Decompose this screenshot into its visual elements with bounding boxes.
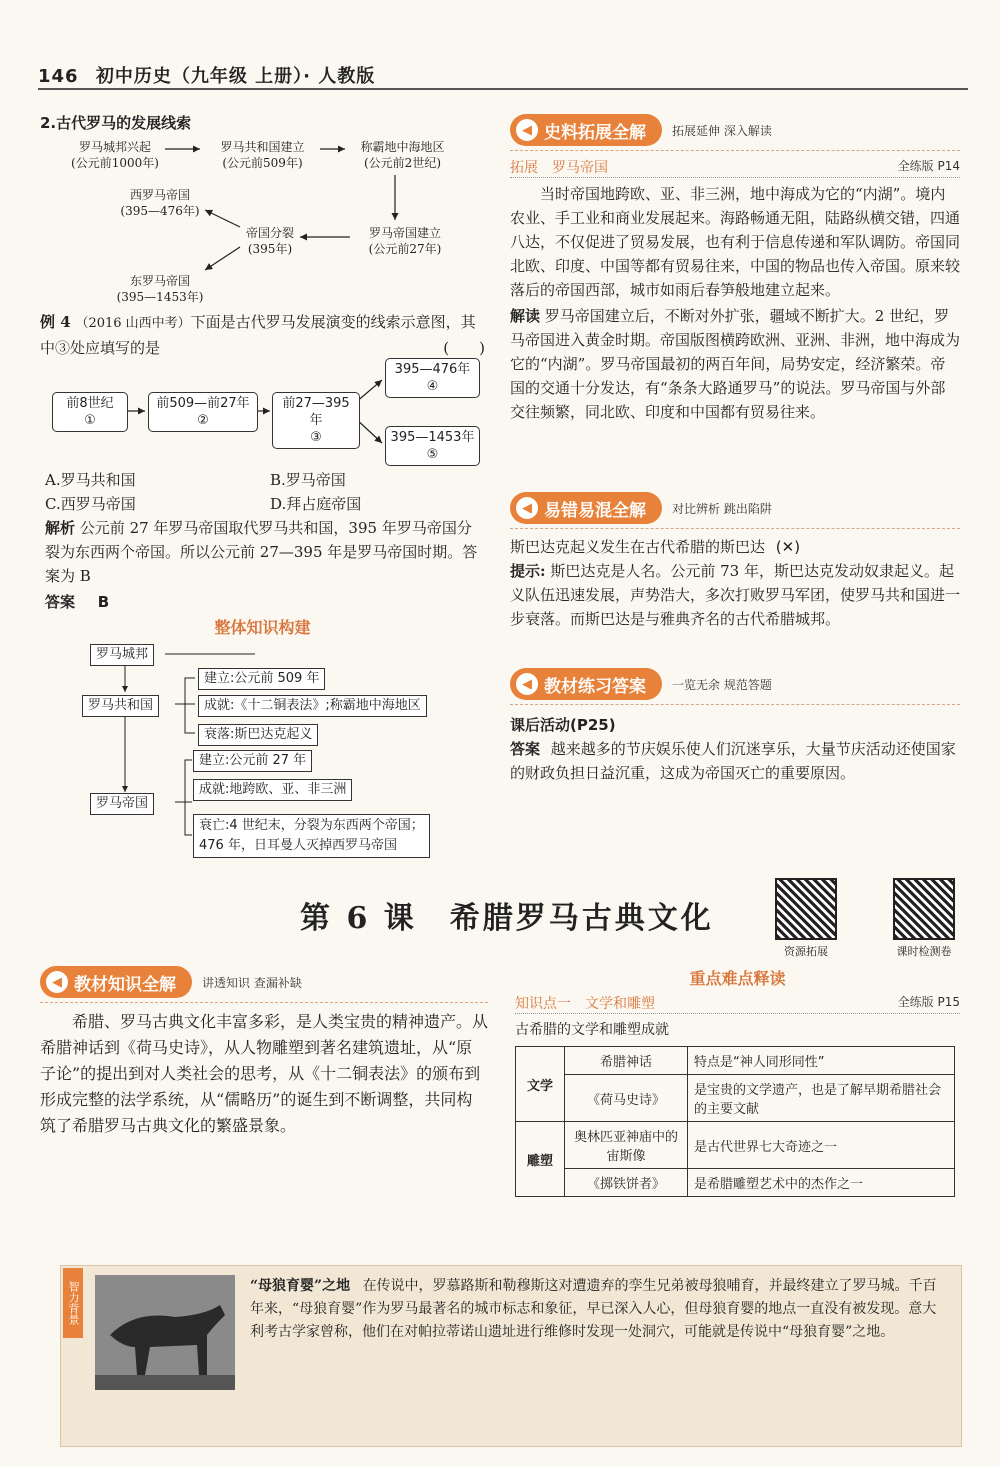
example-text: 下面是古代罗马发展演变的线索示意图，其中③处应填写的是 (40, 313, 476, 357)
table-item: 《荷马史诗》 (565, 1075, 688, 1122)
banner-title: 教材知识全解 (74, 974, 176, 995)
qr-code-icon[interactable] (893, 878, 955, 940)
key-points-section (515, 966, 960, 1197)
exercise-section (510, 668, 960, 785)
answer-value: B (97, 593, 110, 611)
errors-section (510, 492, 960, 631)
activity-answer-label: 答案 (510, 740, 541, 758)
table-item: 奥林匹亚神庙中的宙斯像 (565, 1122, 688, 1169)
mind-republic-achievement: 成就:《十二铜表法》;称霸地中海地区 (198, 695, 427, 717)
error-hint (510, 559, 960, 631)
speaker-icon: ◀ (516, 497, 538, 519)
table-desc: 是古代世界七大奇迹之一 (688, 1122, 955, 1169)
option-c: C.西罗马帝国 (45, 495, 136, 513)
speaker-icon: ◀ (516, 119, 538, 141)
table-category: 雕塑 (516, 1122, 565, 1197)
banner-note: 讲透知识 查漏补缺 (202, 975, 302, 990)
knowledge-title: 整体知识构建 (214, 618, 311, 637)
table-item: 希腊神话 (565, 1047, 688, 1075)
page-header (38, 62, 375, 88)
mind-root: 罗马城邦 (90, 644, 154, 666)
activity-title: 课后活动(P25) (510, 716, 616, 734)
banner-history-extension (510, 114, 960, 151)
flow-node-empire: 罗马帝国建立 (368, 226, 441, 240)
flow-node-split: 帝国分裂 (245, 226, 294, 240)
knowledge-point-label: 知识点一 文学和雕塑 (515, 996, 655, 1012)
table-desc: 特点是“神人同形同性” (688, 1047, 955, 1075)
table-desc: 是希腊雕塑艺术中的杰作之一 (688, 1169, 955, 1197)
banner-title: 易错易混全解 (544, 500, 646, 521)
table-row (516, 1075, 955, 1122)
banner-title: 史料拓展全解 (544, 122, 646, 143)
ex-box-4: 395—476年 ④ (385, 358, 480, 398)
interpretation (510, 304, 960, 424)
option-d: D.拜占庭帝国 (270, 495, 362, 513)
example-answer (45, 590, 109, 614)
textbook-knowledge-section (40, 966, 488, 1139)
tip-text (250, 1275, 950, 1344)
mind-republic-founding: 建立:公元前 509 年 (198, 668, 325, 690)
flow-node-republic: 罗马共和国建立 (220, 140, 305, 154)
qr-code-icon[interactable] (775, 878, 837, 940)
banner-note: 拓展延伸 深入解读 (672, 123, 772, 138)
flow-date: (395—1453年) (116, 290, 204, 304)
flow-date: (公元前27年) (368, 242, 442, 256)
mindmap (80, 640, 460, 860)
analysis-text: 公元前 27 年罗马帝国取代罗马共和国，395 年罗马帝国分裂为东西两个帝国。所以公元前 27—395 年是罗马帝国时期。答案为 B (45, 519, 478, 585)
answer-label: 答案 (45, 593, 76, 611)
error-statement (510, 535, 960, 559)
section2-title: 2.古代罗马的发展线索 (40, 114, 192, 132)
ex-box-3: 前27—395年 ③ (272, 392, 360, 449)
table-row (516, 1122, 955, 1169)
example-label: 例 4 (40, 313, 71, 331)
table-row (516, 1047, 955, 1075)
knowledge-point-ref: 全练版 P15 (897, 995, 960, 1009)
error-text: 斯巴达克起义发生在古代希腊的斯巴达 (510, 538, 766, 556)
table-item: 《掷铁饼者》 (565, 1169, 688, 1197)
example-source: （2016 山西中考） (75, 316, 191, 331)
history-extension-section (510, 114, 960, 424)
tip-tag: 智力背景 (63, 1268, 83, 1338)
option-a: A.罗马共和国 (45, 471, 136, 489)
banner-exercise (510, 668, 960, 705)
error-mark: (✕) (775, 538, 801, 556)
she-wolf-statue-image (95, 1275, 235, 1390)
banner-title: 教材练习答案 (544, 676, 646, 697)
extension-text: 当时帝国地跨欧、亚、非三洲，地中海成为它的“内湖”。境内农业、手工业和商业发展起来。海路畅通无阻，陆路纵横交错，四通八达，不仅促进了贸易发展，也有利于信息传递和军队调防。帝国同北欧、印度、中国等都有贸易往来，中国的物品也传入帝国。原来较落后的帝国西部，城市如雨后春笋般地建立起来。 (510, 185, 961, 299)
wolf-icon (95, 1275, 235, 1390)
mind-empire: 罗马帝国 (90, 793, 154, 815)
extension-heading (510, 157, 960, 178)
flow-date: (公元前509年) (222, 156, 303, 170)
book-title: 初中历史（九年级 上册）· 人教版 (95, 66, 376, 87)
lesson-title: 第 6 课 希腊罗马古典文化 (300, 901, 714, 936)
activity-answer-text: 越来越多的节庆娱乐使人们沉迷享乐，大量节庆活动还使国家的财政负担日益沉重，这成为帝国灭亡的重要原因。 (510, 740, 956, 782)
flow-node-mediterranean: 称霸地中海地区 (360, 140, 445, 154)
table-desc: 是宝贵的文学遗产，也是了解早期希腊社会的主要文献 (688, 1075, 955, 1122)
extension-ref: 全练版 P14 (897, 159, 960, 173)
mind-republic-decline: 衰落:斯巴达克起义 (198, 724, 318, 746)
tip-body: 在传说中，罗慕路斯和勒穆斯这对遭遗弃的孪生兄弟被母狼哺育，并最终建立了罗马城。千百年来，“母狼育婴”作为罗马最著名的城市标志和象征，早已深入人心，但母狼育婴的地点一直没有被发现。意大利考古学家曾称，他们在对帕拉蒂诺山遗址进行维修时发现一处洞穴，可能就是传说中“母狼育婴”之地。 (250, 1278, 937, 1340)
header-rule (38, 88, 968, 90)
knowledge-point-heading (515, 993, 960, 1014)
answer-paren: ( ) (443, 339, 485, 357)
achievement-table (515, 1046, 955, 1197)
flow-node-east-empire: 东罗马帝国 (129, 274, 190, 288)
flow-node-west-empire: 西罗马帝国 (129, 188, 190, 202)
qr-label: 资源拓展 (784, 945, 828, 958)
mind-empire-fall: 衰亡:4 世纪末，分裂为东西两个帝国； 476 年，日耳曼人灭掉西罗马帝国 (193, 814, 430, 858)
tip-title: “母狼育婴”之地 (250, 1278, 351, 1294)
ex-box-2: 前509—前27年 ② (148, 392, 258, 432)
banner-note: 对比辨析 跳出陷阱 (672, 501, 772, 516)
read-label: 解读 (510, 307, 541, 325)
table-category: 文学 (516, 1047, 565, 1122)
hint-text: 斯巴达克是人名。公元前 73 年，斯巴达克发动奴隶起义。起义队伍迅速发展，声势浩大，多次打败罗马军团，使罗马共和国进一步衰落。而斯巴达是与雅典齐名的古代希腊城邦。 (510, 562, 961, 628)
table-row (516, 1169, 955, 1197)
read-text: 罗马帝国建立后，不断对外扩张，疆域不断扩大。2 世纪，罗马帝国进入黄金时期。帝国版图横跨欧洲、亚洲、非洲，地中海成为它的“内湖”。罗马帝国最初的两百年间，局势安定，经济繁荣。帝国的交通十分发达，有“条条大路通罗马”的说法。罗马帝国与外部交往频繁，同北欧、印度和中国都有贸易往来。 (510, 307, 961, 421)
flow-date: (公元前1000年) (71, 156, 159, 170)
mind-empire-achievement: 成就:地跨欧、亚、非三洲 (193, 779, 352, 801)
extension-label: 拓展 罗马帝国 (510, 160, 608, 176)
flow-node-rome-city: 罗马城邦兴起 (78, 140, 151, 154)
flow-date: (395—476年) (120, 204, 200, 218)
mind-republic: 罗马共和国 (82, 695, 159, 717)
qr-resource[interactable] (775, 878, 837, 959)
speaker-icon: ◀ (46, 971, 68, 993)
qr-test[interactable] (893, 878, 955, 959)
qr-label: 课时检测卷 (896, 945, 952, 958)
analysis-label: 解析 (45, 519, 76, 537)
activity-answer (510, 737, 960, 785)
mind-empire-founding: 建立:公元前 27 年 (193, 750, 312, 772)
page-number: 146 (38, 66, 79, 87)
key-points-title: 重点难点释读 (689, 969, 786, 988)
example-analysis (45, 516, 485, 588)
knowledge-text: 希腊、罗马古典文化丰富多彩，是人类宝贵的精神遗产。从希腊神话到《荷马史诗》，从人物雕塑到著名建筑遗址，从“原子论”的提出到对人类社会的思考，从《十二铜表法》的颁布到形成完整的法学系统，从“儒略历”的诞生到不断调整，共同构筑了希腊罗马古典文化的繁盛景象。 (40, 1012, 489, 1135)
development-flow (40, 135, 490, 305)
option-b: B.罗马帝国 (270, 471, 346, 489)
example-diagram (40, 358, 490, 468)
ex-box-5: 395—1453年 ⑤ (385, 426, 480, 466)
banner-note: 一览无余 规范答题 (672, 677, 772, 692)
speaker-icon: ◀ (516, 673, 538, 695)
example-options (45, 468, 485, 516)
banner-knowledge (40, 966, 488, 1003)
example-question (40, 310, 485, 360)
flow-date: (公元前2世纪) (364, 156, 441, 170)
ex-box-1: 前8世纪 ① (52, 392, 128, 432)
table-title: 古希腊的文学和雕塑成就 (515, 1022, 669, 1038)
hint-label: 提示: (510, 562, 546, 580)
banner-errors (510, 492, 960, 529)
flow-date: (395年) (247, 242, 293, 256)
